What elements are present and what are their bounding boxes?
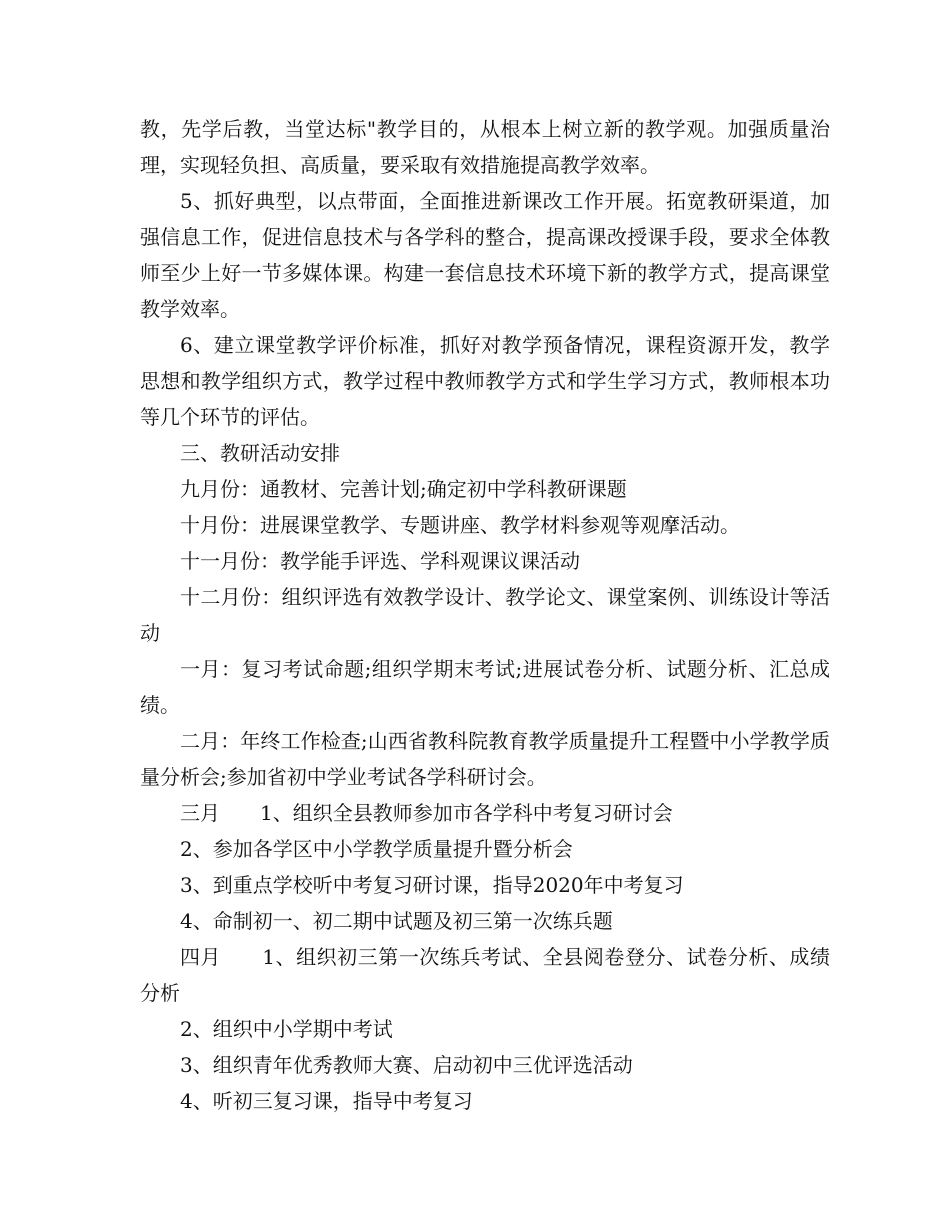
paragraph-item-5: 5、抓好典型，以点带面，全面推进新课改工作开展。拓宽教研渠道，加强信息工作，促进信息技术与各学科的整合，提高课改授课手段，要求全体教师至少上好一节多媒体课。构建一套信息技术环境下新的教学方式，提高课堂教学效率。 <box>140 189 830 321</box>
section-heading-3: 三、教研活动安排 <box>180 441 340 465</box>
schedule-november: 十一月份：教学能手评选、学科观课议课活动 <box>180 549 580 573</box>
schedule-april-item-3: 3、组织青年优秀教师大赛、启动初中三优评选活动 <box>180 1053 633 1077</box>
schedule-december: 十二月份：组织评选有效教学设计、教学论文、课堂案例、训练设计等活动 <box>140 585 830 645</box>
schedule-march-item-2: 2、参加各学区中小学教学质量提升暨分析会 <box>180 837 573 861</box>
schedule-october: 十月份：进展课堂教学、专题讲座、教学材料参观等观摩活动。 <box>180 513 740 537</box>
paragraph-item-6: 6、建立课堂教学评价标准，抓好对教学预备情况，课程资源开发，教学思想和教学组织方式，教学过程中教师教学方式和学生学习方式，教师根本功等几个环节的评估。 <box>140 333 830 429</box>
schedule-april-item-1: 四月 1、组织初三第一次练兵考试、全县阅卷登分、试卷分析、成绩分析 <box>140 945 830 1005</box>
schedule-march-item-3: 3、到重点学校听中考复习研讨课，指导2020年中考复习 <box>180 873 684 897</box>
schedule-april-item-4: 4、听初三复习课，指导中考复习 <box>180 1089 473 1113</box>
schedule-september: 九月份：通教材、完善计划;确定初中学科教研课题 <box>180 477 627 501</box>
schedule-january: 一月：复习考试命题;组织学期末考试;进展试卷分析、试题分析、汇总成绩。 <box>140 657 830 717</box>
schedule-march-item-4: 4、命制初一、初二期中试题及初三第一次练兵题 <box>180 909 613 933</box>
schedule-march-item-1: 三月 1、组织全县教师参加市各学科中考复习研讨会 <box>180 801 673 825</box>
paragraph-continuation: 教，先学后教，当堂达标"教学目的，从根本上树立新的教学观。加强质量治理，实现轻负担、高质量，要采取有效措施提高教学效率。 <box>140 117 830 177</box>
schedule-february: 二月：年终工作检查;山西省教科院教育教学质量提升工程暨中小学教学质量分析会;参加省初中学业考试各学科研讨会。 <box>140 729 830 789</box>
document-body <box>140 111 830 1119</box>
schedule-april-item-2: 2、组织中小学期中考试 <box>180 1017 393 1041</box>
